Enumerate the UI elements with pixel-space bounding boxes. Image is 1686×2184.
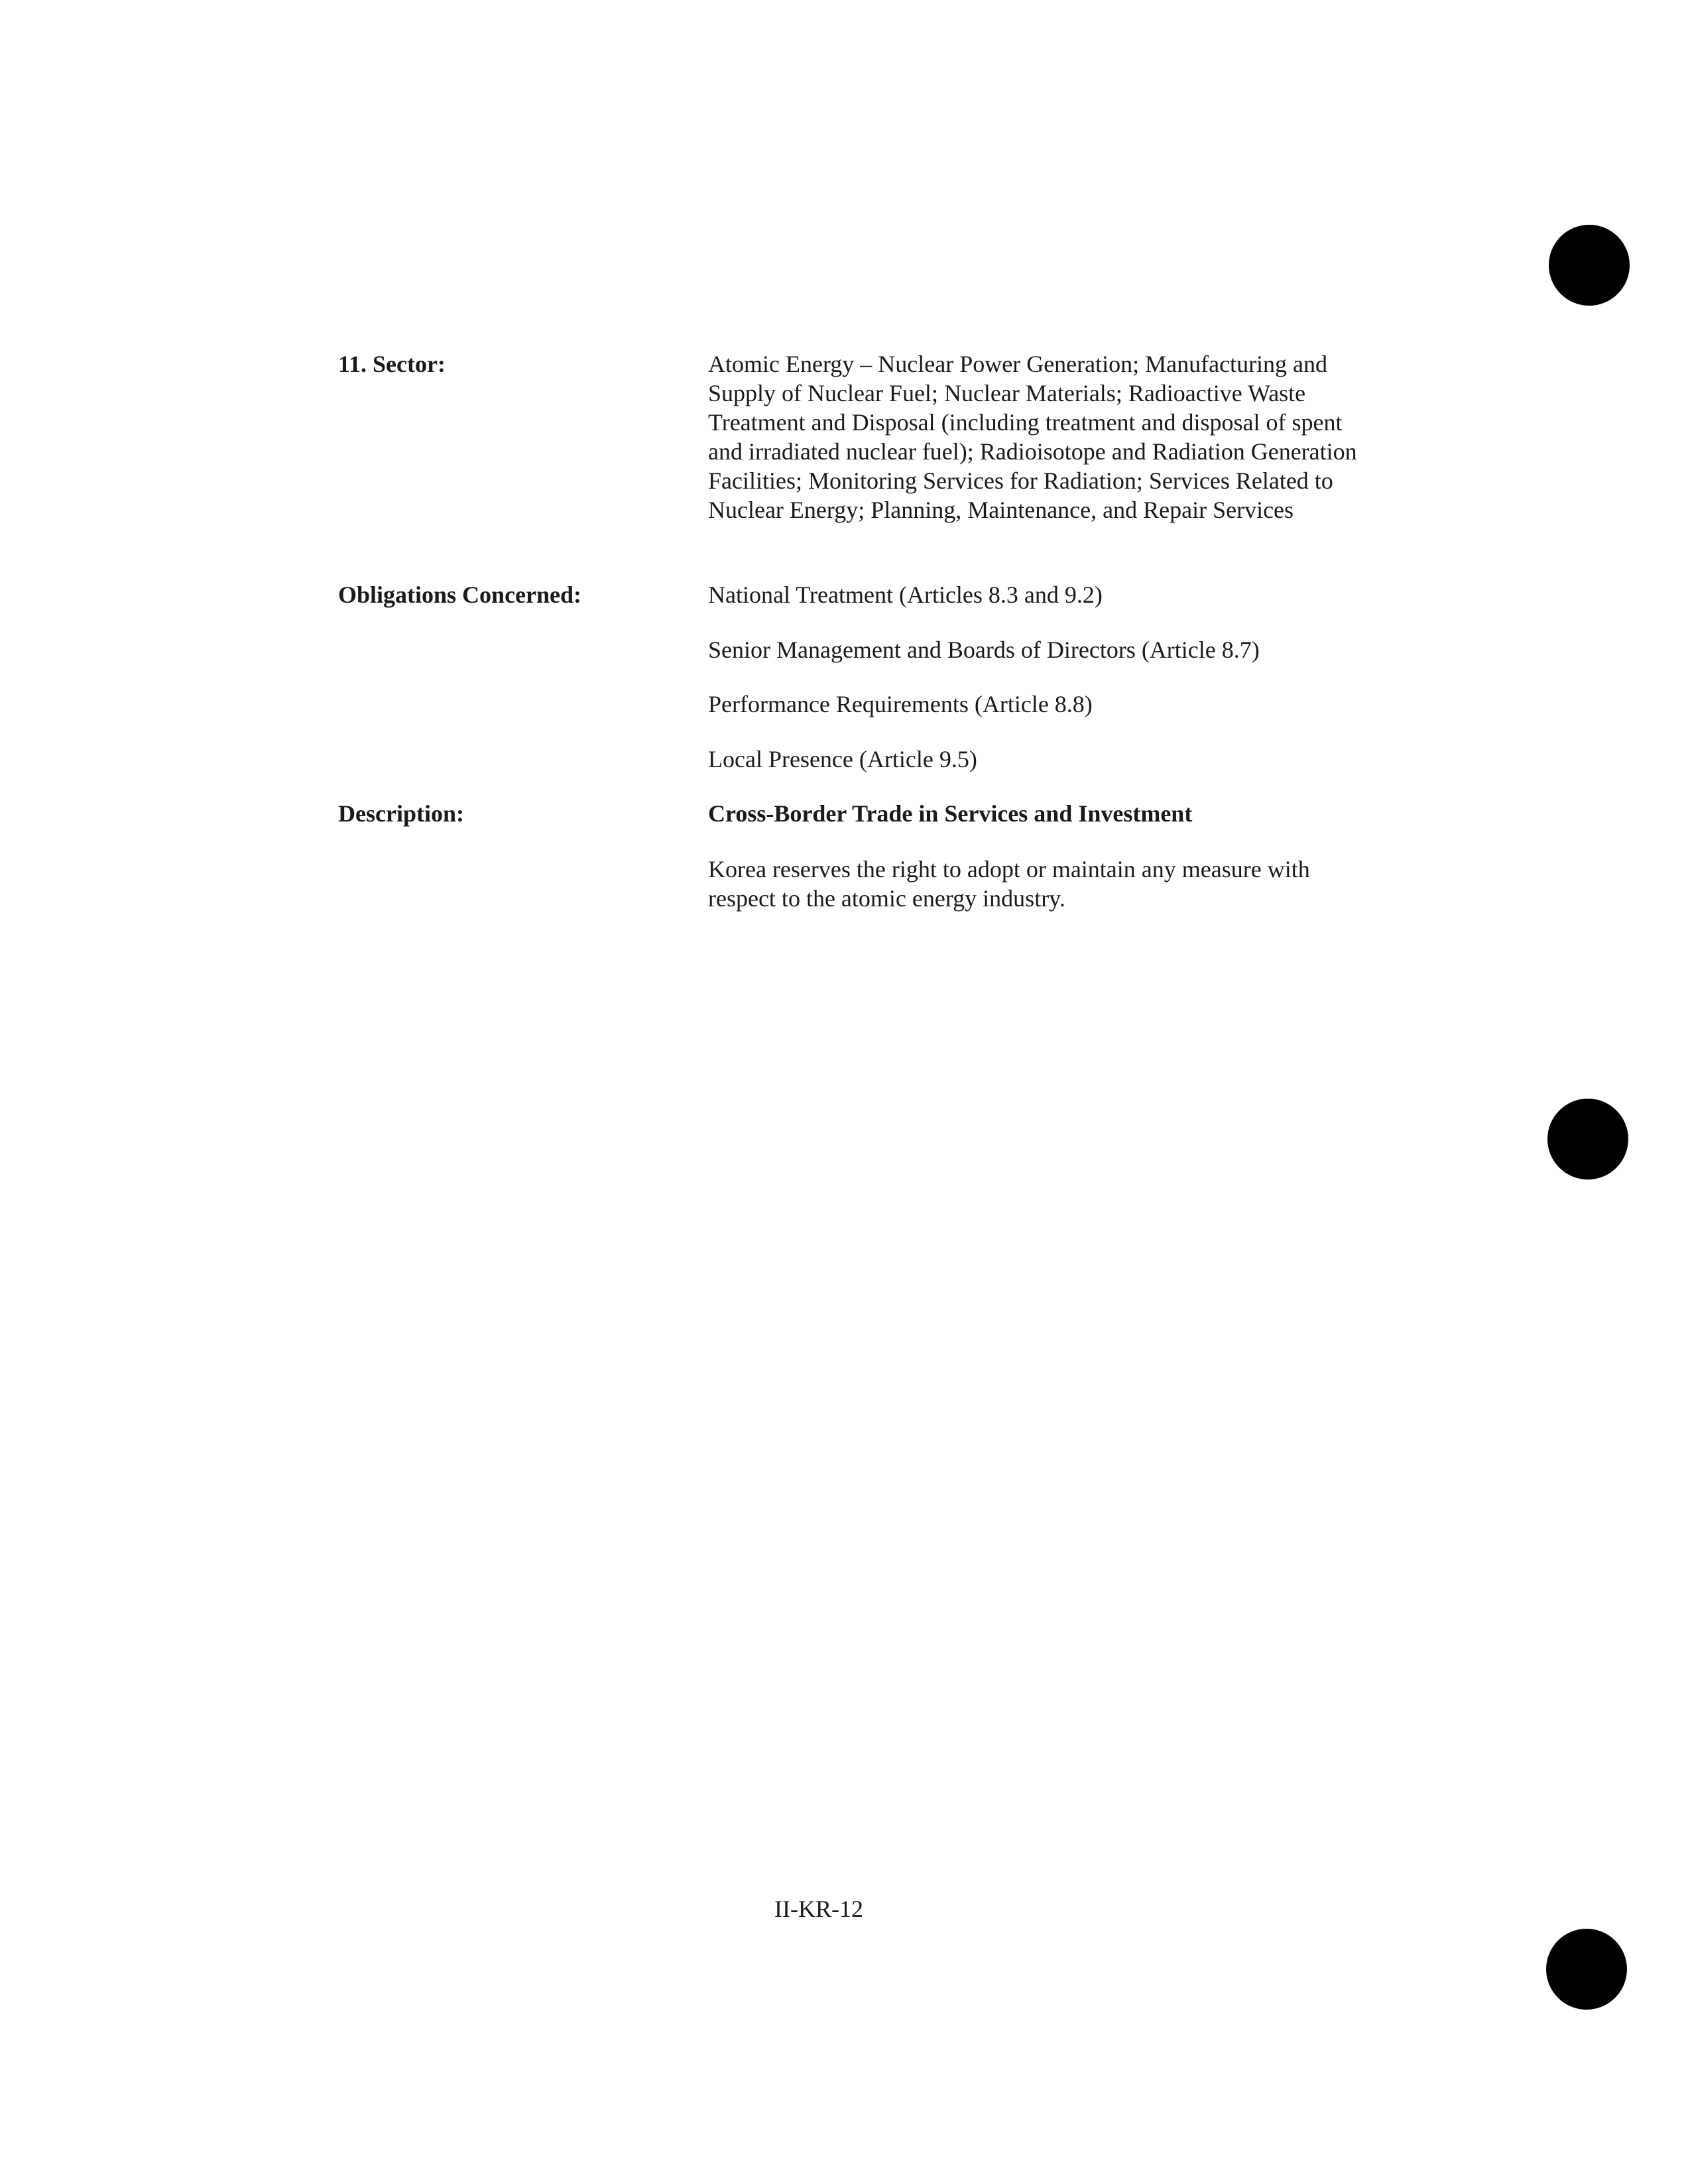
binder-hole-top-icon — [1549, 225, 1630, 306]
obligation-item: Senior Management and Boards of Directors (Article 8.7) — [708, 637, 1260, 663]
obligations-label: Obligations Concerned: — [338, 581, 582, 608]
binder-hole-middle-icon — [1547, 1099, 1628, 1180]
binder-hole-bottom-icon — [1546, 1929, 1627, 2010]
obligation-item: Local Presence (Article 9.5) — [708, 746, 977, 772]
sector-label: 11. Sector: — [338, 351, 446, 377]
sector-text: Atomic Energy – Nuclear Power Generation; Manufacturing and Supply of Nuclear Fuel; Nuclear Materials; Radioactive Waste Treatment and Disposal (including treatment and disposal of spent and irradiated nuclear fuel); Radioisotope and Radiation Generation Facilities; Monitoring Services for Radiation; Services Related to Nuclear Energy; Planning, Maintenance, and Repair Services — [708, 351, 1357, 523]
page-number: II-KR-12 — [774, 1896, 863, 1922]
description-label: Description: — [338, 800, 464, 827]
obligation-item: National Treatment (Articles 8.3 and 9.2) — [708, 581, 1103, 608]
description-heading: Cross-Border Trade in Services and Investment — [708, 800, 1193, 827]
description-text: Korea reserves the right to adopt or maintain any measure with respect to the atomic energy industry. — [708, 856, 1310, 912]
obligation-item: Performance Requirements (Article 8.8) — [708, 691, 1093, 717]
